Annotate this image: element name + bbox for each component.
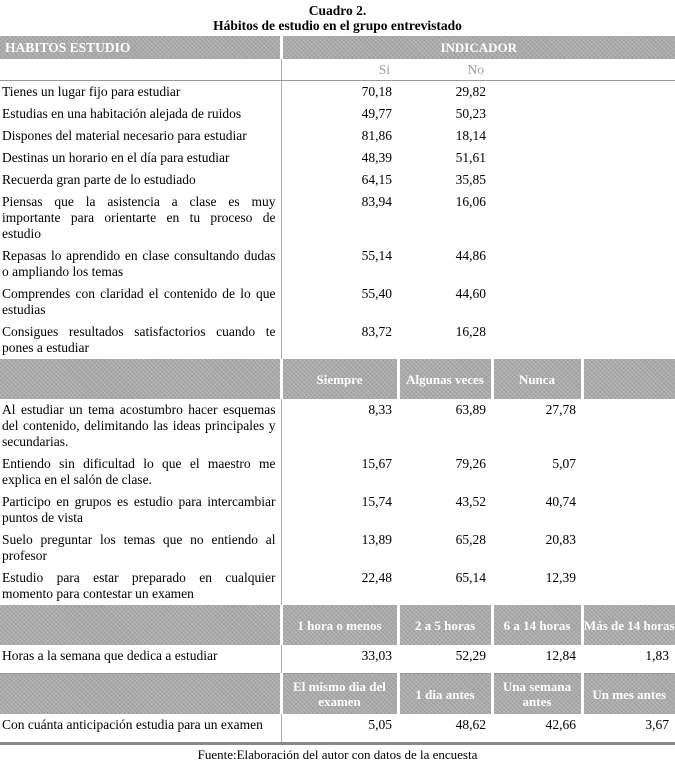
row-value: 48,62 — [398, 714, 492, 744]
row-value: 3,67 — [582, 714, 675, 744]
row-label: Estudio para estar preparado en cualquier momento para contestar un examen — [0, 567, 281, 605]
row-value: 65,28 — [455, 532, 486, 547]
frequency-header-row — [0, 359, 675, 399]
row-value: 79,26 — [455, 456, 486, 471]
row-value: 42,66 — [492, 714, 582, 744]
row-label: Estudias en una habitación alejada de ruidos — [0, 103, 281, 125]
row-value: 65,14 — [455, 570, 486, 585]
subheader-no: No — [398, 59, 492, 81]
header-6-a-14-horas: 6 a 14 horas — [492, 605, 582, 645]
row-value: 20,83 — [545, 532, 576, 547]
row-value: 81,86 — [361, 128, 392, 143]
row-label: Al estudiar un tema acostumbro hacer esquemas del contenido, delimitando las ideas principales y secundarias. — [0, 399, 281, 453]
row-value: 83,94 — [361, 194, 392, 209]
header-1-dia-antes: 1 dia antes — [398, 674, 492, 715]
header-un-mes-antes: Un mes antes — [582, 674, 675, 715]
main-header-row — [0, 36, 675, 59]
row-value: 55,14 — [361, 248, 392, 263]
table-row — [0, 491, 675, 529]
table-row — [0, 125, 675, 147]
table-row — [0, 103, 675, 125]
row-value: 63,89 — [455, 402, 486, 417]
header-mismo-dia-examen: El mismo dia del examen — [281, 674, 398, 715]
row-value: 16,06 — [455, 194, 486, 209]
row-label: Consigues resultados satisfactorios cuando te pones a estudiar — [0, 321, 281, 359]
header-2-a-5-horas: 2 a 5 horas — [398, 605, 492, 645]
table-number: Cuadro 2. — [308, 3, 367, 18]
row-label: Recuerda gran parte de lo estudiado — [0, 169, 281, 191]
table-row — [0, 147, 675, 169]
row-value: 40,74 — [545, 494, 576, 509]
subheader-row — [0, 59, 675, 81]
row-value: 70,18 — [361, 84, 392, 99]
row-value: 1,83 — [582, 645, 675, 674]
table-row — [0, 399, 675, 453]
row-label: Destinas un horario en el día para estudiar — [0, 147, 281, 169]
header-algunas-veces: Algunas veces — [398, 359, 492, 399]
row-value: 35,85 — [455, 172, 486, 187]
study-habits-table — [0, 36, 675, 745]
table-row — [0, 529, 675, 567]
row-value: 18,14 — [455, 128, 486, 143]
row-value: 15,67 — [361, 456, 392, 471]
header-una-semana-antes: Una semana antes — [492, 674, 582, 715]
row-label: Dispones del material necesario para estudiar — [0, 125, 281, 147]
row-value: 22,48 — [361, 570, 392, 585]
row-value: 12,39 — [545, 570, 576, 585]
header-indicador: INDICADOR — [281, 36, 675, 59]
table-row — [0, 321, 675, 359]
row-value: 8,33 — [368, 402, 392, 417]
row-label: Suelo preguntar los temas que no entiendo al profesor — [0, 529, 281, 567]
row-value: 49,77 — [361, 106, 392, 121]
row-value: 50,23 — [455, 106, 486, 121]
row-value: 44,86 — [455, 248, 486, 263]
row-value: 64,15 — [361, 172, 392, 187]
row-label: Participo en grupos es estudio para intercambiar puntos de vista — [0, 491, 281, 529]
header-nunca: Nunca — [492, 359, 582, 399]
subheader-si: Si — [281, 59, 398, 81]
row-value: 55,40 — [361, 286, 392, 301]
table-row — [0, 453, 675, 491]
row-value: 48,39 — [361, 150, 392, 165]
source-note: Fuente:Elaboración del autor con datos de la encuesta — [197, 747, 478, 762]
table-row — [0, 245, 675, 283]
anticipation-header-row — [0, 674, 675, 715]
row-value: 16,28 — [455, 324, 486, 339]
hours-header-row — [0, 605, 675, 645]
row-label: Horas a la semana que dedica a estudiar — [0, 645, 281, 674]
header-1-hora-o-menos: 1 hora o menos — [281, 605, 398, 645]
table-caption: Hábitos de estudio en el grupo entrevistado — [213, 18, 462, 33]
row-label: Piensas que la asistencia a clase es muy importante para orientarte en tu proceso de estudio — [0, 191, 281, 245]
row-label: Comprendes con claridad el contenido de lo que estudias — [0, 283, 281, 321]
row-label: Entiendo sin dificultad lo que el maestro me explica en el salón de clase. — [0, 453, 281, 491]
table-row — [0, 81, 675, 104]
row-value: 12,84 — [492, 645, 582, 674]
header-siempre: Siempre — [281, 359, 398, 399]
row-value: 44,60 — [455, 286, 486, 301]
row-label: Con cuánta anticipación estudia para un examen — [0, 714, 281, 744]
row-value: 5,05 — [281, 714, 398, 744]
table-row — [0, 283, 675, 321]
table-row — [0, 191, 675, 245]
table-title — [0, 0, 675, 33]
table-row — [0, 645, 675, 674]
row-value: 15,74 — [361, 494, 392, 509]
row-value: 83,72 — [361, 324, 392, 339]
row-value: 43,52 — [455, 494, 486, 509]
row-value: 5,07 — [552, 456, 576, 471]
row-value: 51,61 — [455, 150, 486, 165]
table-row — [0, 567, 675, 605]
row-value: 52,29 — [398, 645, 492, 674]
row-value: 13,89 — [361, 532, 392, 547]
table-row — [0, 714, 675, 744]
row-value: 27,78 — [545, 402, 576, 417]
header-habitos: HABITOS ESTUDIO — [0, 36, 281, 59]
row-value: 29,82 — [455, 84, 486, 99]
row-label: Tienes un lugar fijo para estudiar — [0, 81, 281, 104]
row-value: 33,03 — [281, 645, 398, 674]
row-label: Repasas lo aprendido en clase consultando dudas o ampliando los temas — [0, 245, 281, 283]
header-mas-de-14-horas: Más de 14 horas — [582, 605, 675, 645]
table-row — [0, 169, 675, 191]
